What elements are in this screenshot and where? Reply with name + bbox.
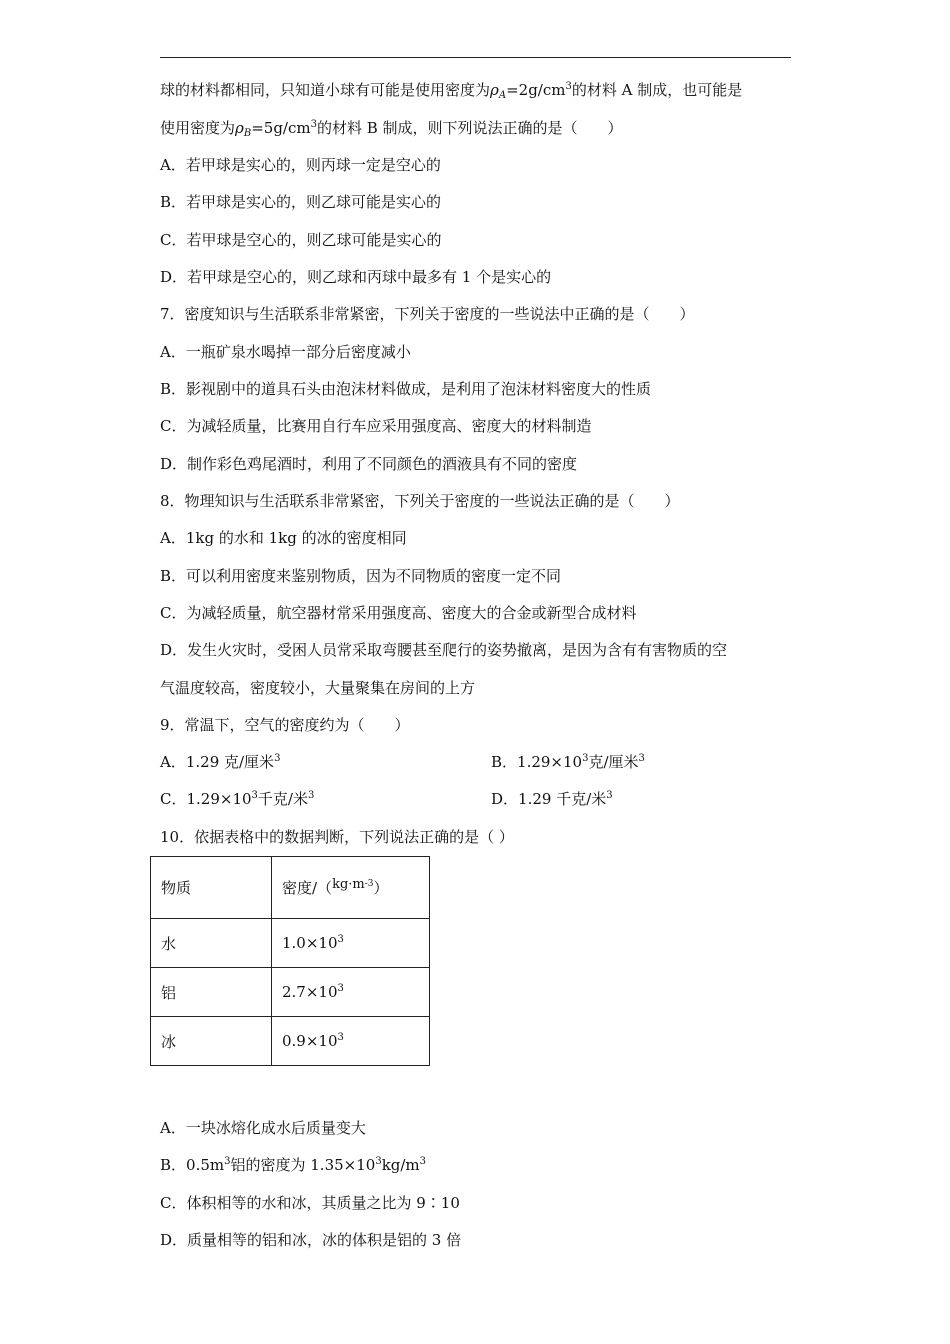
- q9-option-a: A．1.29 克/厘米$^3$: [160, 753, 281, 771]
- row-substance: 铝: [151, 968, 272, 1017]
- q7-option-a: A．一瓶矿泉水喝掉一部分后密度减小: [160, 343, 411, 361]
- q6-option-b: B．若甲球是实心的，则乙球可能是实心的: [160, 193, 442, 211]
- table-row: [151, 919, 430, 968]
- density-table: [150, 856, 430, 1066]
- q10-option-c: C．体积相等的水和冰，其质量之比为 9∶10: [160, 1194, 460, 1212]
- q9-option-c: C．$1.29\times 10^3$千克/米$^3$: [160, 790, 315, 808]
- q6-stem-line1: 球的材料都相同，只知道小球有可能是使用密度为$\rho_A=2g/cm^3$的材料 A 制成，也可能是: [160, 81, 743, 101]
- q6-stem-line2: 使用密度为$\rho_B=5g/cm^3$的材料 B 制成，则下列说法正确的是（ ）: [160, 119, 623, 139]
- q8-option-d-line1: D．发生火灾时，受困人员常采取弯腰甚至爬行的姿势撤离，是因为含有有害物质的空: [160, 641, 728, 659]
- row-substance: 冰: [151, 1017, 272, 1066]
- q10-option-a: A．一块冰熔化成水后质量变大: [160, 1119, 366, 1137]
- q7-option-c: C．为减轻质量，比赛用自行车应采用强度高、密度大的材料制造: [160, 417, 592, 435]
- q9-option-b: B．$1.29\times 10^3$克/厘米$^3$: [491, 753, 645, 771]
- q10-option-d: D．质量相等的铝和冰，冰的体积是铝的 3 倍: [160, 1231, 462, 1249]
- q10-option-b: B．$0.5m^3$铝的密度为 $1.35\times 10^3kg/m^3$: [160, 1156, 427, 1174]
- row-density: $2.7\times 10^3$: [272, 968, 430, 1017]
- header-density: 密度$/(kg\cdot m^{-3})$: [272, 857, 430, 919]
- q9-stem: 9．常温下，空气的密度约为（ ）: [160, 716, 410, 734]
- q8-option-d-line2: 气温度较高，密度较小，大量聚集在房间的上方: [160, 679, 476, 697]
- q8-option-a: A．1kg 的水和 1kg 的冰的密度相同: [160, 529, 407, 547]
- q7-option-b: B．影视剧中的道具石头由泡沫材料做成，是利用了泡沫材料密度大的性质: [160, 380, 652, 398]
- table-header-row: [151, 857, 430, 919]
- table-row: [151, 1017, 430, 1066]
- q9-option-d: D．1.29 千克/米$^3$: [491, 790, 613, 808]
- header-rule: [160, 57, 791, 58]
- q8-option-c: C．为减轻质量，航空器材常采用强度高、密度大的合金或新型合成材料: [160, 604, 637, 622]
- row-density: $0.9\times 10^3$: [272, 1017, 430, 1066]
- q7-option-d: D．制作彩色鸡尾酒时，利用了不同颜色的酒液具有不同的密度: [160, 455, 578, 473]
- q7-stem: 7．密度知识与生活联系非常紧密，下列关于密度的一些说法中正确的是（ ）: [160, 305, 695, 323]
- header-substance: 物质: [151, 857, 272, 919]
- q8-option-b: B．可以利用密度来鉴别物质，因为不同物质的密度一定不同: [160, 567, 562, 585]
- q10-stem: 10．依据表格中的数据判断，下列说法正确的是（ ）: [160, 828, 514, 846]
- table-row: [151, 968, 430, 1017]
- q6-option-d: D．若甲球是空心的，则乙球和丙球中最多有 1 个是实心的: [160, 268, 552, 286]
- q6-option-c: C．若甲球是空心的，则乙球可能是实心的: [160, 231, 442, 249]
- row-substance: 水: [151, 919, 272, 968]
- row-density: $1.0\times 10^3$: [272, 919, 430, 968]
- q8-stem: 8．物理知识与生活联系非常紧密，下列关于密度的一些说法正确的是（ ）: [160, 492, 680, 510]
- q6-option-a: A．若甲球是实心的，则丙球一定是空心的: [160, 156, 441, 174]
